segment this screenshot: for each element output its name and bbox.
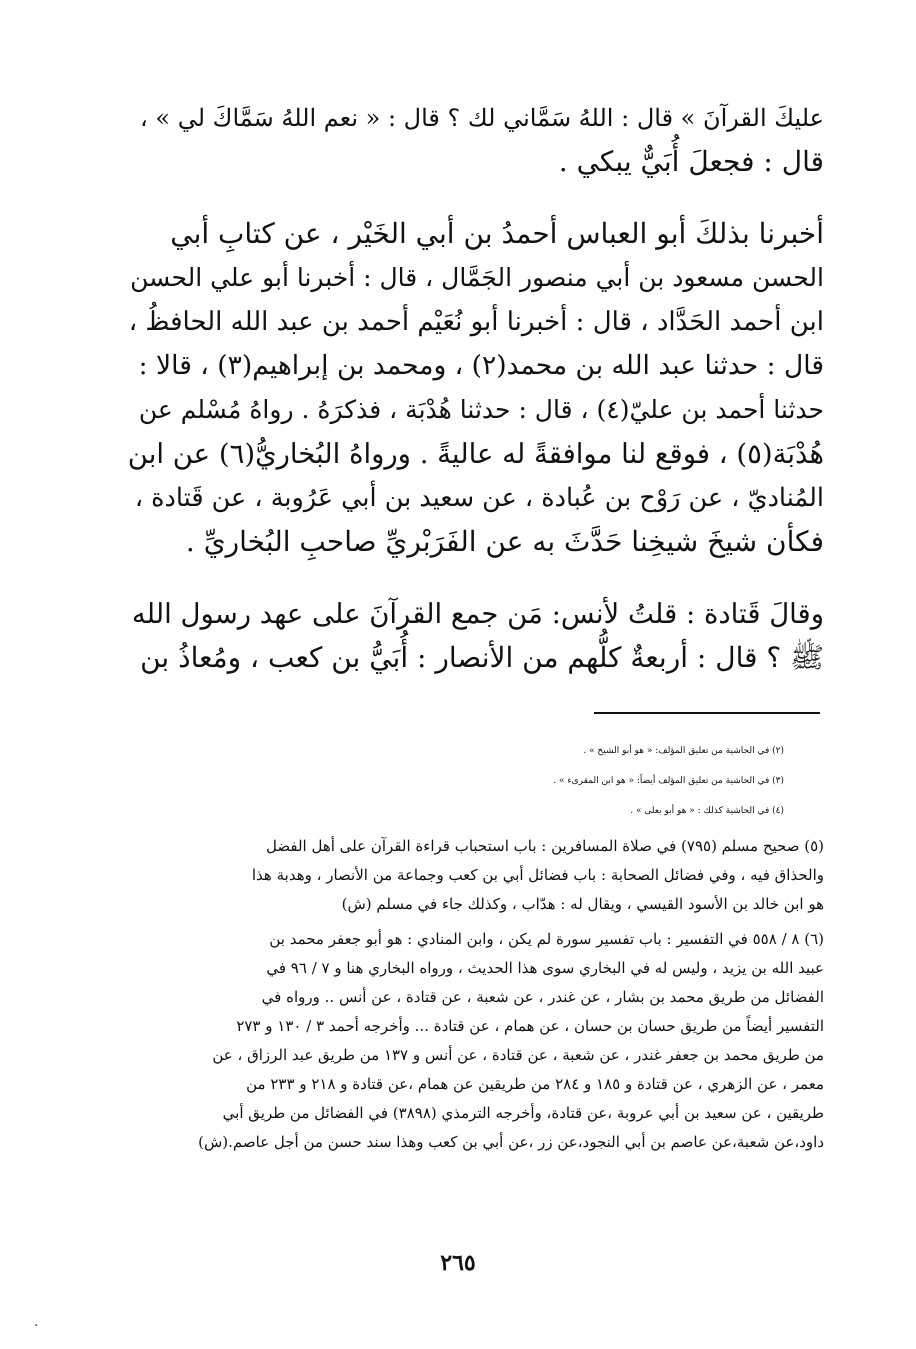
text-line: ابن أحمد الحَدَّاد ، قال : أخبرنا أبو نُعَيْم أحمد بن عبد الله الحافظُ ، (128, 307, 824, 337)
footnote-6-line: التفسير أيضاً من طريق حسان بن حسان ، عن همام ، عن قتادة ... وأخرجه أحمد ٣ / ١٣٠ و ٢٧٣ (236, 1017, 824, 1035)
text-line: هُدْبَة(٥) ، فوقع لنا موافقةً له عاليةً . ورواهُ البُخاريُّ(٦) عن ابن (127, 438, 824, 470)
text-line: ﷺ ؟ قال : أربعةٌ كلُّهم من الأنصار : أُبَيُّ بن كعب ، ومُعاذُ بن (140, 641, 824, 674)
footnote-5-line: والحذاق فيه ، وفي فضائل الصحابة : باب فضائل أبي بن كعب وجماعة من الأنصار ، وهدبة هذا (251, 866, 824, 884)
text-line: وقالَ قَتادة : قلتُ لأنس: مَن جمع القرآنَ على عهد رسول الله (131, 598, 824, 630)
scan-speck: · (34, 1318, 39, 1334)
page-number: ٢٦٥ (440, 1250, 476, 1276)
text-line: فكأن شيخَ شيخِنا حَدَّثَ به عن الفَرَبْريِّ صاحبِ البُخاريِّ . (185, 525, 824, 558)
footnote-5-line: (٥) صحيح مسلم (٧٩٥) في صلاة المسافرين : باب استحباب قراءة القرآن على أهل الفضل (266, 837, 824, 855)
footnote-separator (594, 712, 820, 714)
paragraph-gap (128, 564, 824, 592)
footnote-6-line: (٦) ٨ / ٥٥٨ في التفسير : باب تفسير سورة لم يكن ، وابن المنادي : هو أبو جعفر محمد بن (269, 930, 824, 948)
text-line: الحسن مسعود بن أبي منصور الجَمَّال ، قال : أخبرنا أبو علي الحسن (130, 263, 824, 292)
text-line: أخبرنا بذلكَ أبو العباس أحمدُ بن أبي الخَيْر ، عن كتابِ أبي (170, 217, 824, 250)
footnote-5-line: هو ابن خالد بن الأسود القيسي ، ويقال له : هدّاب ، وكذلك جاء في مسلم (ش) (341, 895, 824, 913)
text-line: عليكَ القرآنَ » قال : اللهُ سَمَّاني لك ؟ قال : « نعم اللهُ سَمَّاكَ لي » ، (140, 104, 824, 132)
text-line: قال : حدثنا عبد الله بن محمد(٢) ، ومحمد بن إبراهيم(٣) ، قالا : (138, 350, 824, 381)
text-line: حدثنا أحمد بن عليّ(٤) ، قال : حدثنا هُدْبَة ، فذكرَهُ . رواهُ مُسْلم عن (138, 395, 824, 424)
footnote-6-line: معمر ، عن الزهري ، عن قتادة و ١٨٥ و ٢٨٤ من طريقين عن همام ،عن قتادة و ٢١٨ و ٢٣٣ من (246, 1075, 824, 1093)
footnote-2: (٢) في الحاشية من تعليق المؤلف: « هو أبو الشيخ » . (583, 746, 784, 756)
footnote-6-line: من طريق محمد بن جعفر غندر ، عن شعبة ، عن قتادة ، عن أنس و ١٣٧ من طريق عبد الرزاق ، عن (212, 1046, 824, 1064)
footnote-3: (٣) في الحاشية من تعليق المؤلف أيضاً: « هو ابن المقرىء » . (553, 776, 784, 786)
text-line: المُناديّ ، عن رَوْح بن عُبادة ، عن سعيد بن أبي عَرُوبة ، عن قَتادة ، (134, 483, 824, 513)
footnote-6-line: الفضائل من طريق محمد بن بشار ، عن غندر ، عن شعبة ، عن قتادة ، عن أنس .. ورواه في (261, 988, 824, 1006)
footnote-6-line: طريقين ، عن سعيد بن أبي عروبة ،عن قتادة، وأخرجه الترمذي (٣٨٩٨) في الفضائل من طريق أبي (222, 1104, 824, 1122)
text-line: قال : فجعلَ أُبَيٌّ يبكي . (558, 145, 824, 178)
paragraph-gap (128, 184, 824, 212)
footnotes (120, 736, 824, 1157)
footnote-4: (٤) في الحاشية كذلك : « هو أبو يعلى » . (630, 806, 784, 816)
footnote-6-line: داود،عن شعبة،عن عاصم بن أبي النجود،عن زر ،عن أبي بن كعب وهذا سند حسن من أجل عاصم.(ش) (198, 1133, 824, 1151)
main-text (128, 96, 824, 680)
footnote-6-line: عبيد الله بن يزيد ، وليس له في البخاري سوى هذا الحديث ، ورواه البخاري هنا و ٧ / ٩٦ في (266, 959, 824, 977)
